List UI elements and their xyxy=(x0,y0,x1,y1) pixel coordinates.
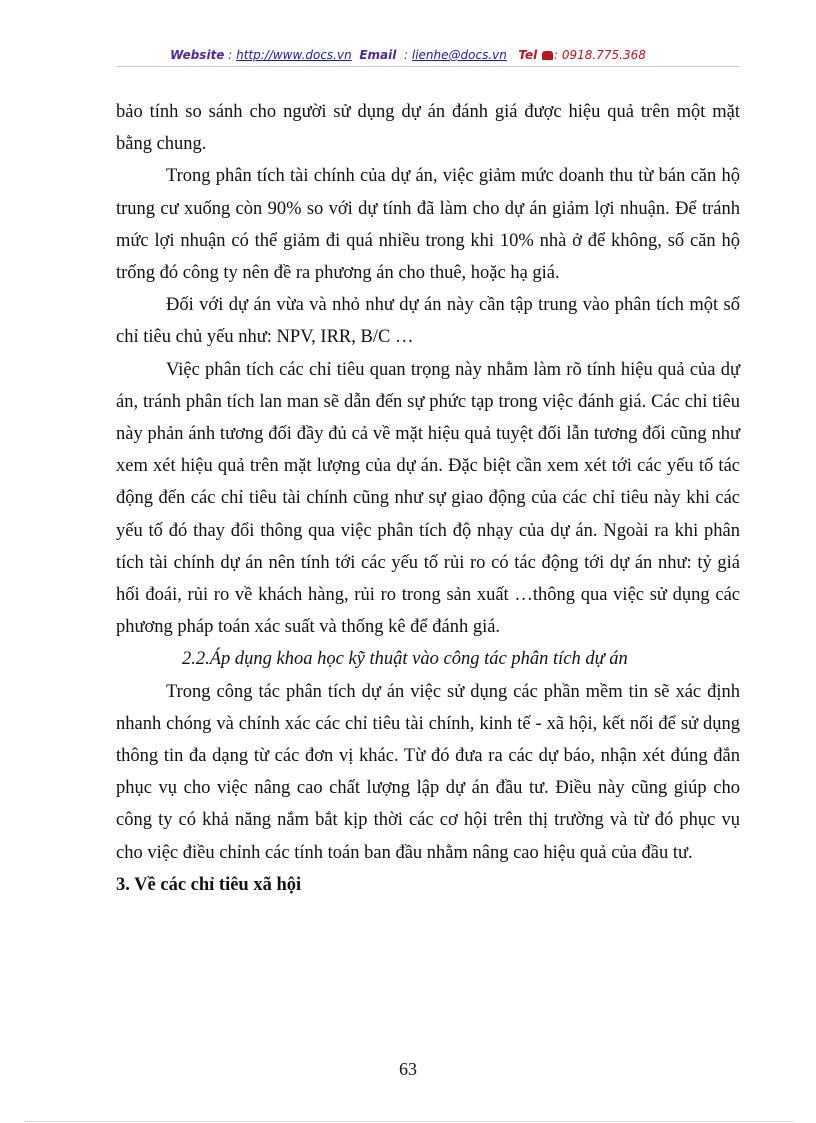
tel-label: Tel xyxy=(518,48,538,62)
email-label: Email xyxy=(359,48,397,62)
phone-icon xyxy=(542,51,553,60)
paragraph-financial-analysis: Trong phân tích tài chính của dự án, việc giảm mức doanh thu từ bán căn hộ trung cư xuống còn 90% so với dự tính đã làm cho dự án giảm lợi nhuận. Để tránh mức lợi nhuận có thể giảm đi quá nhiều trong khi 10% nhà ở để không, số căn hộ trống đó công ty nên đề ra phương án cho thuê, hoặc hạ giá. xyxy=(116,166,740,284)
website-link[interactable]: http://www.docs.vn xyxy=(236,48,352,62)
paragraph-indicator-analysis: Việc phân tích các chỉ tiêu quan trọng này nhằm làm rõ tính hiệu quả của dự án, tránh phân tích lan man sẽ dẫn đến sự phức tạp trong việc đánh giá. Các chỉ tiêu này phản ánh tương đối đầy đủ cả về mặt hiệu quả tuyệt đối lẫn tương đối cũng như xem xét hiệu quả trên mặt lượng của dự án. Đặc biệt cần xem xét tới các yếu tố tác động đến các chỉ tiêu tài chính cũng như sự giao động của các chỉ tiêu này khi các yếu tố đó thay đổi thông qua việc phân tích độ nhạy của dự án. Ngoài ra khi phân tích tài chính dự án nên tính tới các yếu tố rủi ro có tác động tới dự án như: tỷ giá hối đoái, rủi ro về khách hàng, rủi ro trong sản xuất …thông qua việc sử dụng các phương pháp toán xác suất và thống kê để đánh giá. xyxy=(116,359,740,638)
website-separator: : xyxy=(224,48,237,62)
page-number: 63 xyxy=(399,1059,417,1079)
tel-value: : 0918.775.368 xyxy=(554,48,646,62)
document-body xyxy=(116,96,740,901)
email-separator: : xyxy=(400,48,412,62)
paragraph-technology: Trong công tác phân tích dự án việc sử dụng các phần mềm tin sẽ xác định nhanh chóng và chính xác các chỉ tiêu tài chính, kinh tế - xã hội, kết nối để sử dụng thông tin đa dạng từ các đơn vị khác. Từ đó đưa ra các dự báo, nhận xét đúng đắn phục vụ cho việc nâng cao chất lượng lập dự án đầu tư. Điều này cũng giúp cho công ty có khả năng nắm bắt kịp thời các cơ hội trên thị trường và từ đó phục vụ cho việc điều chỉnh các tính toán ban đầu nhằm nâng cao hiệu quả của đầu tư. xyxy=(116,681,740,863)
page-header xyxy=(0,47,816,63)
section-heading: 3. Về các chỉ tiêu xã hội xyxy=(116,874,302,895)
header-divider xyxy=(116,66,740,67)
section-subheading: 2.2.Áp dụng khoa học kỹ thuật vào công tác phân tích dự án xyxy=(182,649,628,670)
email-link[interactable]: lienhe@docs.vn xyxy=(411,48,507,62)
paragraph-key-indicators: Đối với dự án vừa và nhỏ như dự án này cần tập trung vào phân tích một số chỉ tiêu chủ yếu như: NPV, IRR, B/C … xyxy=(116,295,740,348)
paragraph-continuation: bảo tính so sánh cho người sử dụng dự án đánh giá được hiệu quả trên một mặt bằng chung. xyxy=(116,102,740,155)
footer-divider xyxy=(24,1121,794,1122)
website-label: Website xyxy=(170,48,225,62)
